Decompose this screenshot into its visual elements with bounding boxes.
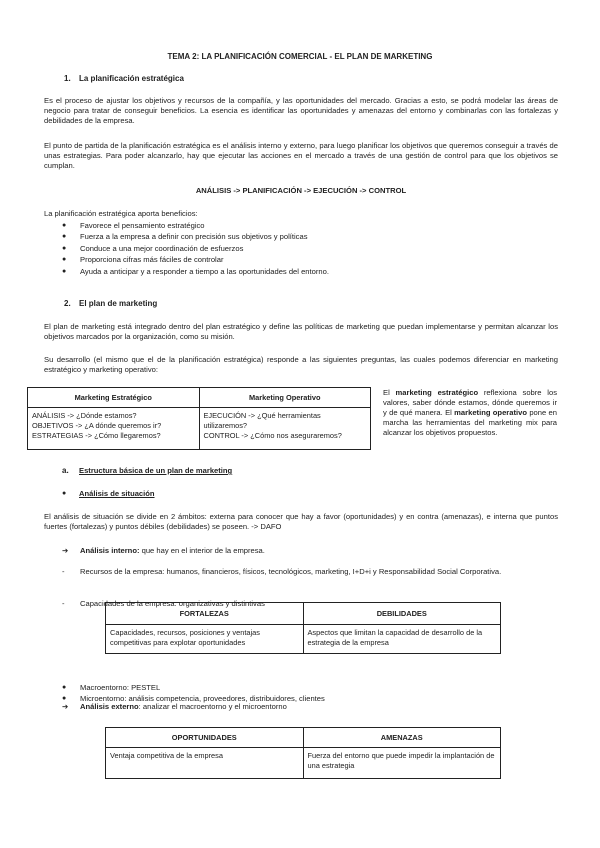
bullet-icon: ●	[62, 244, 67, 252]
table-header-weaknesses: DEBILIDADES	[303, 603, 501, 625]
section-2-heading: El plan de marketing	[79, 299, 158, 308]
bullet-icon: ●	[62, 684, 67, 691]
opportunities-threats-table	[105, 727, 501, 779]
marketing-types-table	[27, 387, 371, 450]
table-cell-threats: Fuerza del entorno que puede impedir la implantación de una estrategia	[303, 748, 501, 779]
benefits-list	[60, 221, 329, 278]
section-2-paragraph-1: El plan de marketing está integrado dentro del plan estratégico y define las políticas de marketing que puedan implementarse y permitan alcanzar los objetivos marcados por la organización, como su misión.	[44, 322, 558, 342]
list-item: ● Macroentorno: PESTEL	[62, 683, 161, 692]
table-line: ESTRATEGIAS -> ¿Cómo llegaremos?	[32, 430, 161, 440]
benefits-intro: La planificación estratégica aporta beneficios:	[44, 209, 198, 218]
strengths-weaknesses-table	[105, 602, 501, 654]
section-1-paragraph-2: El punto de partida de la planificación estratégica es el análisis interno y externo, para luego planificar los objetivos que queremos conseguir a través de unas estrategias. Para poder alcanzarlo, hay que ejecutar las acciones en el mercado a través de una gestión de control para que los objetivos se cumplan.	[44, 141, 558, 171]
list-item: - Capacidades de la empresa: organizativas y distintivas	[62, 599, 265, 609]
bullet-icon: ●	[62, 490, 67, 497]
external-analysis: ➔ Análisis externo: analizar el macroentorno y el microentorno	[62, 702, 287, 712]
section-1-heading: La planificación estratégica	[79, 74, 184, 83]
table-cell-strengths: Capacidades, recursos, posiciones y ventajas competitivas para explotar oportunidades	[106, 625, 304, 654]
bullet-icon: ●	[62, 256, 67, 264]
bullet-icon: ●	[62, 233, 67, 241]
marketing-side-note: El marketing estratégico reflexiona sobre los valores, saber dónde estamos, dónde queremos ir y de qué manera. El marketing operativo pone en marcha las herramientas del marketing mix para alcanzar los objetivos propuestos.	[383, 388, 557, 438]
table-header-strengths: FORTALEZAS	[106, 603, 304, 625]
arrow-icon: ➔	[62, 546, 69, 555]
internal-analysis: ➔ Análisis interno: que hay en el interior de la empresa.	[62, 546, 265, 555]
table-line: CONTROL -> ¿Cómo nos aseguraremos?	[203, 430, 342, 440]
list-item: ● Microentorno: análisis competencia, proveedores, distribuidores, clientes	[62, 694, 325, 704]
bullet-icon: ●	[62, 695, 67, 703]
list-item: ● Proporciona cifras más fáciles de controlar	[62, 255, 224, 265]
table-line: ANÁLISIS -> ¿Dónde estamos?	[32, 411, 137, 420]
section-2-number: 2.	[64, 299, 71, 308]
table-cell-weaknesses: Aspectos que limitan la capacidad de desarrollo de la estrategia de la empresa	[303, 625, 501, 654]
subsection-a-label: a.	[62, 466, 69, 475]
arrow-icon: ➔	[62, 702, 69, 712]
list-item: ● Fuerza a la empresa a definir con precisión sus objetivos y políticas	[62, 232, 308, 242]
page-title: TEMA 2: LA PLANIFICACIÓN COMERCIAL - EL PLAN DE MARKETING	[167, 52, 433, 61]
table-cell-opportunities: Ventaja competitiva de la empresa	[106, 748, 304, 779]
subsection-a-heading: Estructura básica de un plan de marketing	[79, 466, 233, 475]
table-header-operative: Marketing Operativo	[199, 388, 371, 408]
section-1-number: 1.	[64, 74, 71, 83]
list-item: ● Conduce a una mejor coordinación de esfuerzos	[62, 243, 244, 253]
table-header-threats: AMENAZAS	[303, 728, 501, 748]
situation-analysis-paragraph: El análisis de situación se divide en 2 ámbitos: externa para conocer que hay a favor (oportunidades) y en contra (amenazas), e interna que puntos fuertes (fortalezas) y puntos débiles (debilidades) se poseen. -> DAFO	[44, 512, 558, 532]
subsection-b-heading: Análisis de situación	[79, 489, 155, 498]
section-1-paragraph-1: Es el proceso de ajustar los objetivos y recursos de la compañía, y las oportunidades del mercado. Gracias a esto, se podrá modelar las áreas de negocio para tratar de conseguir beneficios. La esencia es identificar las oportunidades y amenazas del entorno y combinarlas con las fortalezas y debilidades de la empresa.	[44, 96, 558, 126]
table-header-strategic: Marketing Estratégico	[28, 388, 200, 408]
dash-icon: -	[62, 567, 65, 577]
table-cell-operative	[199, 408, 371, 450]
bullet-icon: ●	[62, 267, 67, 275]
table-cell-strategic	[28, 408, 200, 450]
bullet-icon: ●	[62, 222, 67, 229]
list-item: - Recursos de la empresa: humanos, financieros, físicos, tecnológicos, marketing, I+D+i y Responsabilidad Social Corporativa.	[62, 567, 502, 577]
table-line: OBJETIVOS -> ¿A dónde queremos ir?	[32, 420, 162, 430]
process-flow: ANÁLISIS -> PLANIFICACIÓN -> EJECUCIÓN -> CONTROL	[195, 186, 407, 195]
dash-icon: -	[62, 599, 65, 609]
external-list	[60, 683, 325, 706]
table-line: EJECUCIÓN -> ¿Qué herramientas utilizaremos?	[203, 411, 321, 430]
table-header-opportunities: OPORTUNIDADES	[106, 728, 304, 748]
section-2-paragraph-2: Su desarrollo (el mismo que el de la planificación estratégica) responde a las siguientes preguntas, las cuales podemos diferenciar en marketing estratégico y marketing operativo:	[44, 355, 558, 375]
list-item: ● Ayuda a anticipar y a responder a tiempo a las oportunidades del entorno.	[62, 266, 329, 276]
list-item: ● Favorece el pensamiento estratégico	[62, 221, 205, 230]
